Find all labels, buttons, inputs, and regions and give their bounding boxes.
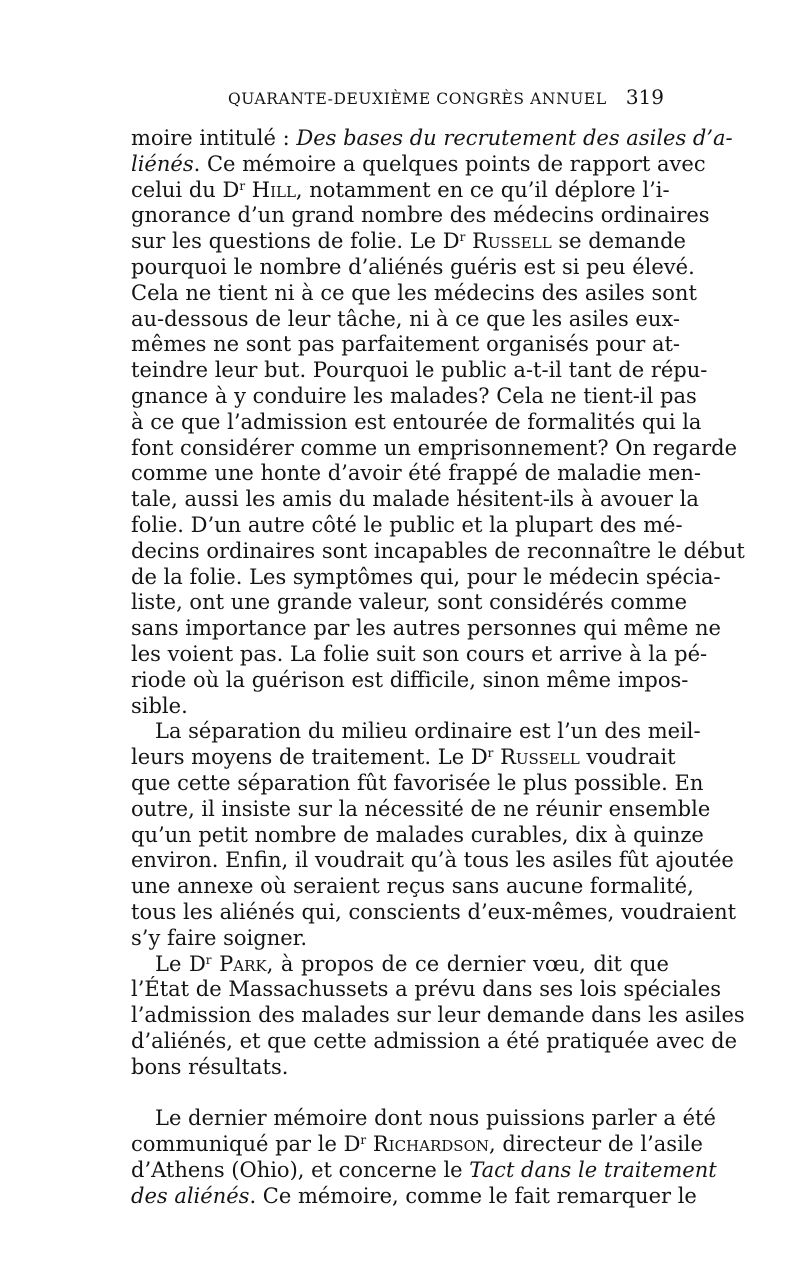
text-run: sible.	[131, 693, 188, 718]
text-run: de la folie. Les symptômes qui, pour le médecin spécia-	[131, 564, 721, 589]
text-run: voudrait	[579, 745, 676, 770]
text-line	[131, 667, 689, 694]
text-line	[131, 126, 733, 152]
text-line	[131, 538, 745, 565]
text-line	[131, 977, 721, 1003]
text-run: outre, il insiste sur la nécessité de ne réunir ensemble	[131, 796, 711, 821]
text-line	[131, 487, 699, 513]
proper-name: Park	[219, 951, 267, 976]
paragraph-4	[131, 1106, 717, 1209]
text-run: leurs moyens de traitement. Le D	[131, 745, 488, 770]
text-run: se demande	[551, 229, 686, 254]
paragraph-2	[131, 719, 737, 951]
text-line	[131, 719, 701, 745]
text-run: qu’un petit nombre de malades curables, dix à quinze	[131, 822, 704, 847]
text-line	[131, 590, 687, 616]
text-run: . Ce mémoire a quelques points de rapport avec	[193, 151, 706, 176]
text-run: , à propos de ce dernier vœu, dit que	[266, 951, 669, 976]
body-text	[131, 126, 745, 1210]
text-run: Le dernier mémoire dont nous puissions parler a été	[155, 1106, 716, 1131]
text-run: pourquoi le nombre d’aliénés guéris est si peu élevé.	[131, 254, 695, 279]
text-run: folie. D’un autre côté le public et la plupart des mé-	[131, 512, 683, 537]
text-run: à ce que l’admission est entourée de formalités qui la	[131, 409, 702, 434]
superscript: r	[459, 230, 466, 245]
text-run: . Ce mémoire, comme le fait remarquer le	[249, 1183, 697, 1208]
text-run: font considérer comme un emprisonnement? On regarde	[131, 435, 738, 460]
text-line	[131, 203, 710, 229]
text-line	[131, 229, 686, 255]
text-run	[366, 1132, 373, 1156]
text-run: Cela ne tient ni à ce que les médecins des asiles sont	[131, 280, 697, 305]
text-run: bons résultats.	[131, 1054, 289, 1079]
text-line	[131, 1003, 745, 1029]
superscript: r	[360, 1133, 367, 1148]
text-line	[131, 745, 676, 771]
text-line	[131, 435, 738, 462]
text-line	[131, 1106, 716, 1132]
text-run: riode où la guérison est difficile, sinon même impos-	[131, 667, 689, 692]
superscript: r	[239, 178, 246, 193]
text-run: sans importance par les autres personnes qui même ne	[131, 616, 721, 641]
superscript: r	[205, 952, 212, 967]
text-run: Le D	[155, 951, 206, 976]
text-line	[131, 358, 708, 384]
text-run: une annexe où seraient reçus sans aucune formalité,	[131, 874, 694, 899]
text-run: sur les questions de folie. Le D	[131, 229, 460, 254]
paragraph-3	[131, 951, 745, 1081]
text-run: , directeur de l’asile	[489, 1132, 703, 1157]
text-line	[131, 1132, 703, 1158]
text-line	[131, 409, 702, 436]
text-run: gnorance d’un grand nombre des médecins ordinaires	[131, 203, 710, 228]
text-run: tale, aussi les amis du malade hésitent-ils à avouer la	[131, 487, 699, 512]
text-line	[131, 848, 734, 874]
text-run: les voient pas. La folie suit son cours et arrive à la pé-	[131, 641, 708, 666]
running-title: QUARANTE-DEUXIÈME CONGRÈS ANNUEL	[228, 90, 607, 108]
proper-name: Russell	[472, 229, 552, 254]
text-line	[131, 383, 697, 410]
text-line	[131, 874, 694, 900]
text-run: mêmes ne sont pas parfaitement organisés pour at-	[131, 332, 681, 357]
text-line	[131, 694, 669, 720]
text-line	[131, 641, 708, 668]
proper-name: Hill	[251, 177, 296, 202]
text-line	[131, 280, 697, 307]
text-line	[131, 952, 669, 978]
text-run: liénés	[131, 151, 194, 176]
text-line	[131, 770, 704, 797]
text-run: moire intitulé :	[131, 126, 297, 150]
text-run: liste, ont une grande valeur, sont considérés comme	[131, 590, 687, 615]
text-line	[131, 1183, 697, 1210]
text-line	[131, 178, 669, 204]
text-line	[131, 151, 706, 178]
text-line	[131, 461, 702, 487]
text-run: s’y faire soigner.	[131, 925, 308, 950]
text-run: l’État de Massachussets a prévu dans ses lois spéciales	[131, 977, 721, 1002]
text-run: que cette séparation fût favorisée le plus possible. En	[131, 770, 704, 795]
text-line	[131, 564, 721, 591]
text-run: communiqué par le D	[131, 1132, 361, 1157]
paragraph-1	[131, 126, 745, 719]
text-run: Des bases du recrutement des asiles d’a-	[296, 126, 733, 150]
text-run	[245, 178, 252, 202]
text-run: , notamment en ce qu’il déplore l’i-	[295, 177, 670, 202]
text-line	[131, 822, 704, 849]
text-run: tous les aliénés qui, conscients d’eux-mêmes, voudraient	[131, 899, 737, 924]
text-run: Tact dans le traitement	[469, 1158, 717, 1183]
page-number: 319	[625, 85, 664, 109]
text-run: d’aliénés, et que cette admission a été pratiquée avec de	[131, 1028, 738, 1053]
proper-name: Russell	[500, 745, 580, 770]
text-run: des aliénés	[131, 1183, 250, 1208]
text-run: d’Athens (Ohio), et concerne le	[131, 1158, 470, 1183]
text-line	[131, 899, 737, 926]
text-run: decins ordinaires sont incapables de reconnaître le début	[131, 538, 745, 563]
text-line	[131, 1158, 717, 1184]
text-run: l’admission des malades sur leur demande dans les asiles	[131, 1003, 745, 1028]
text-line	[131, 254, 695, 281]
text-run	[212, 952, 220, 976]
text-run: environ. Enfin, il voudrait qu’à tous les asiles fût ajoutée	[131, 848, 734, 873]
proper-name: Richardson	[372, 1132, 489, 1157]
text-line	[131, 306, 680, 333]
text-run: celui du D	[131, 177, 240, 202]
text-run: au-dessous de leur tâche, ni à ce que les asiles eux-	[131, 306, 680, 331]
paragraph-spacer	[131, 1080, 669, 1106]
text-line	[131, 1055, 669, 1081]
text-line	[131, 796, 711, 823]
superscript: r	[487, 746, 494, 761]
text-run: La séparation du milieu ordinaire est l’un des meil-	[155, 719, 701, 744]
text-line	[131, 616, 721, 642]
text-run: teindre leur but. Pourquoi le public a-t-il tant de répu-	[131, 358, 708, 383]
text-run: gnance à y conduire les malades? Cela ne tient-il pas	[131, 383, 697, 408]
text-line	[131, 1028, 738, 1055]
text-line	[131, 512, 683, 539]
text-line	[131, 926, 669, 952]
text-run: comme une honte d’avoir été frappé de maladie men-	[131, 461, 702, 486]
text-line	[131, 332, 681, 358]
